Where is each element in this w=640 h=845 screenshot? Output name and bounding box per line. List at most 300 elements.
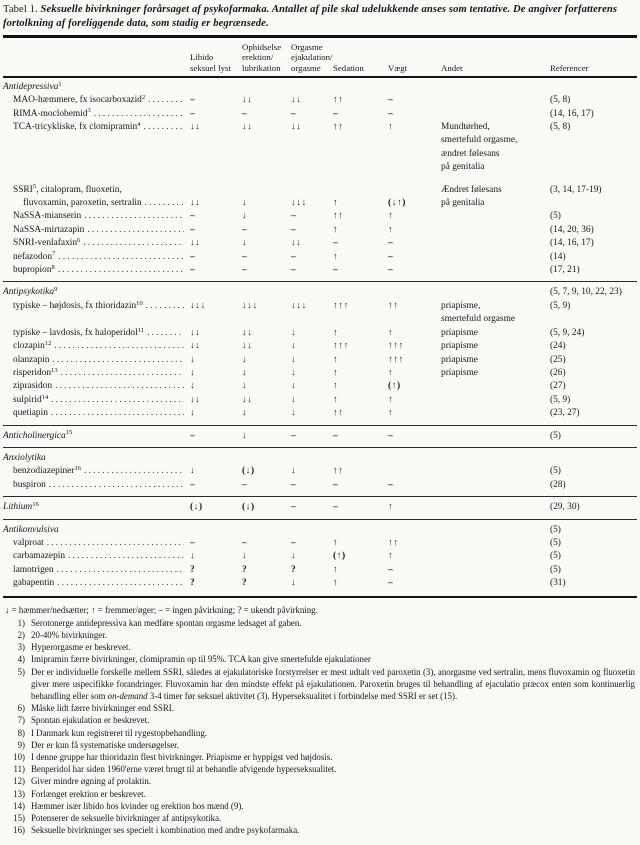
text-segment: 3-4 timer før seksuel aktivitet (3). Hyperseksualitet i forbindelse med SSRI er set (15).: [147, 691, 458, 702]
table-row: [3, 134, 637, 147]
cell-orgasm: –: [291, 251, 297, 262]
footnote-number: 5): [17, 666, 25, 677]
cell-orgasm: ↓↓: [291, 238, 302, 249]
footnote-item: [3, 617, 637, 629]
cell-arousal: ↓: [242, 430, 248, 441]
cell-libido: (↓): [190, 502, 203, 513]
dot-leader: [84, 210, 184, 223]
column-header-libido: [190, 52, 242, 72]
cell-other: priapisme,: [441, 300, 481, 311]
cell-weight: –: [388, 251, 394, 262]
drug-name: [3, 327, 190, 340]
text-segment: SSRI: [13, 184, 33, 195]
cell-arousal: ↓: [242, 211, 248, 222]
footnote-item: [3, 812, 637, 824]
text-segment: RIMA-moclobemid: [13, 108, 88, 119]
cell-sedation: –: [333, 479, 339, 490]
cell-weight: ↑: [388, 367, 394, 378]
cell-orgasm: ↓: [291, 341, 297, 352]
footnote-number: 4): [17, 654, 25, 665]
footnote-number: 13): [13, 788, 25, 799]
cell-arousal: ↓: [242, 198, 248, 209]
drug-name: [3, 550, 190, 563]
table-row: [3, 313, 637, 326]
column-header-line: Sedation: [333, 62, 364, 73]
cell-references: (25): [550, 354, 566, 365]
cell-references: (5, 8): [550, 95, 571, 106]
cell-orgasm: ↓: [291, 551, 297, 562]
drug-name: [3, 367, 190, 380]
column-header-references: [550, 63, 637, 73]
cell-orgasm: [291, 81, 333, 94]
cell-other: [441, 237, 550, 250]
text-segment: = fremmer/øger; – = ingen påvirkning; ? = ukendt påvirkning.: [95, 604, 318, 615]
cell-orgasm: [291, 452, 333, 465]
cell-arousal: [242, 81, 291, 94]
text-segment: Antipsykotika: [3, 287, 55, 298]
footnote-item: [3, 824, 637, 836]
footnote-text: [31, 763, 637, 775]
text-segment: ↑: [91, 604, 96, 615]
table-row: [3, 340, 637, 353]
table-row: [3, 407, 637, 420]
cell-sedation: ↑: [333, 367, 339, 378]
cell-sedation: –: [333, 430, 339, 441]
cell-references: (14, 16, 17): [550, 238, 594, 249]
cell-weight: [388, 286, 441, 299]
cell-libido: –: [190, 95, 196, 106]
cell-weight: [388, 524, 441, 537]
text-segment: MAO-hæmmere, fx isocarboxazid: [13, 95, 142, 106]
cell-libido: ↓↓: [190, 198, 201, 209]
cell-references: (27): [550, 381, 566, 392]
cell-references: (28): [550, 479, 566, 490]
superscript-footnote-marker: 2: [141, 94, 146, 102]
cell-sedation: ↑↑: [333, 211, 344, 222]
table-row: [3, 550, 637, 563]
cell-libido: [190, 524, 242, 537]
table-row: [3, 394, 637, 407]
text-segment: benzodiazepiner: [13, 466, 75, 477]
cell-sedation: ↑: [333, 224, 339, 235]
cell-orgasm: [291, 313, 333, 326]
cell-orgasm: ?: [291, 564, 297, 575]
footnote-text: [31, 629, 637, 641]
cell-other: [441, 577, 550, 590]
superscript-footnote-marker: 4: [137, 120, 141, 128]
cell-libido: ↓: [190, 381, 196, 392]
text-segment: typiske – højdosis, fx thioridazin: [13, 300, 137, 311]
column-header-orgasm: [291, 42, 333, 73]
footnote-item: [3, 775, 637, 787]
cell-arousal: [242, 286, 291, 299]
cell-other: [441, 210, 550, 223]
cell-libido: ↓: [190, 551, 196, 562]
text-segment: nefazodon: [13, 251, 53, 262]
cell-arousal: ?: [242, 578, 248, 589]
drug-name: [3, 501, 190, 514]
text-segment: Der er individuelle forskelle mellem SSRI, således at ejakulatoriske forstyrrelser er mest udtalt ved paroxetin (3), anorgasme ved sertralin, mens fluvoxamin og fluoxetin giver mere uspecifikke forandringer. Fluvoxamin har den mindste effekt på ejakulationen. Paroxetin bruges til behandling af ejaculatio præcox enten som kontinuerlig behandling eller som: [31, 666, 635, 702]
cell-other: [441, 251, 550, 264]
footnote-item: [3, 800, 637, 812]
cell-orgasm: –: [291, 479, 297, 490]
text-segment: gabapentin: [13, 578, 55, 589]
text-segment: Måske lidt færre bivirkninger end SSRI.: [31, 703, 174, 714]
drug-name: [3, 407, 190, 420]
text-segment: Lithium: [3, 502, 33, 513]
cell-other: [441, 264, 550, 277]
cell-references: (5): [550, 551, 561, 562]
cell-sedation: ↑: [333, 564, 339, 575]
dot-leader: [144, 121, 185, 134]
cell-arousal: ?: [242, 564, 248, 575]
cell-sedation: [333, 161, 388, 174]
section-row: [3, 496, 637, 514]
cell-weight: [388, 465, 441, 478]
cell-weight: ↑: [388, 327, 394, 338]
cell-libido: –: [190, 265, 196, 276]
cell-references: (29, 30): [550, 502, 580, 513]
cell-sedation: [333, 148, 388, 161]
text-segment: typiske – lavdosis, fx haloperidol: [13, 327, 138, 338]
section-row: [3, 81, 637, 94]
cell-references: (5, 9): [550, 300, 571, 311]
text-segment: Forlænget erektion er beskrevet.: [31, 788, 146, 799]
cell-references: (5, 9, 24): [550, 327, 585, 338]
cell-orgasm: ↓: [291, 408, 297, 419]
cell-arousal: [242, 134, 291, 147]
cell-libido: [190, 313, 242, 326]
cell-weight: ↑: [388, 551, 394, 562]
drug-name: [3, 577, 190, 590]
cell-other: [441, 286, 550, 299]
text-segment: Hyperorgasme er beskrevet.: [31, 642, 131, 653]
column-header-arousal: [242, 42, 291, 73]
footnote-item: [3, 714, 637, 726]
drug-name: [3, 134, 190, 147]
cell-libido: [190, 148, 242, 161]
cell-sedation: [333, 134, 388, 147]
cell-weight: [388, 81, 441, 94]
cell-sedation: ↑↑↑: [333, 300, 349, 311]
dot-leader: [58, 251, 184, 264]
table-header: [3, 35, 637, 78]
footnote-list: [3, 617, 637, 837]
superscript-footnote-marker: 16: [32, 500, 39, 508]
cell-other: priapisme: [441, 341, 478, 352]
dot-leader: [147, 327, 184, 340]
drug-name: [3, 537, 190, 550]
cell-sedation: [333, 184, 388, 197]
cell-orgasm: –: [291, 108, 297, 119]
cell-weight: ↑↑: [388, 300, 399, 311]
cell-arousal: ↓: [242, 367, 248, 378]
column-header-line: lubrikation: [242, 62, 281, 73]
table-row: [3, 161, 637, 174]
cell-other: [441, 550, 550, 563]
cell-other: [441, 452, 550, 465]
drug-name: [3, 264, 190, 277]
cell-weight: –: [388, 95, 394, 106]
text-segment: carbamazepin: [13, 551, 66, 562]
cell-weight: [388, 184, 441, 197]
text-segment: clozapin: [13, 341, 45, 352]
cell-sedation: ↑: [333, 394, 339, 405]
cell-sedation: ↑↑: [333, 408, 344, 419]
drug-name: [3, 94, 190, 107]
cell-references: [550, 148, 637, 161]
text-segment: fluvoxamin, paroxetin, sertralin: [23, 198, 142, 209]
footnote-number: 3): [17, 642, 25, 653]
cell-sedation: [333, 81, 388, 94]
cell-sedation: –: [333, 238, 339, 249]
cell-weight: –: [388, 564, 394, 575]
superscript-footnote-marker: 10: [136, 299, 143, 307]
table-row: [3, 210, 637, 223]
dot-leader: [49, 479, 184, 492]
text-segment: ziprasidon: [13, 381, 53, 392]
cell-libido: –: [190, 430, 196, 441]
cell-references: (5): [550, 564, 561, 575]
dot-leader: [51, 407, 184, 420]
cell-sedation: –: [333, 108, 339, 119]
footnote-number: 11): [13, 764, 25, 775]
drug-name: [3, 197, 190, 210]
cell-weight: ↑↑: [388, 537, 399, 548]
cell-arousal: (↓): [242, 502, 255, 513]
table-row: [3, 197, 637, 210]
footnote-text: [31, 641, 637, 653]
footnote-item: [3, 788, 637, 800]
text-segment: buspiron: [13, 479, 46, 490]
table-row: [3, 94, 637, 107]
cell-other: smertefuld orgasme: [441, 314, 516, 325]
cell-orgasm: –: [291, 502, 297, 513]
superscript-footnote-marker: 16: [74, 465, 82, 473]
cell-references: (5): [550, 537, 561, 548]
footnote-number: 14): [13, 800, 25, 811]
text-segment: Der er kun få systematiske undersøgelser.: [31, 739, 179, 750]
cell-orgasm: ↓: [291, 466, 297, 477]
cell-orgasm: ↓: [291, 354, 297, 365]
cell-libido: ↓: [190, 466, 196, 477]
cell-arousal: ↓↓: [242, 122, 253, 133]
superscript-footnote-marker: 5: [32, 183, 37, 191]
cell-libido: –: [190, 108, 196, 119]
table-row: [3, 108, 637, 121]
cell-sedation: ↑: [333, 251, 339, 262]
footnote-text: [31, 788, 637, 800]
cell-other: [441, 501, 550, 514]
drug-name: [3, 479, 190, 492]
cell-arousal: ↓: [242, 551, 248, 562]
text-segment: Antikonvulsiva: [3, 524, 59, 535]
cell-weight: –: [388, 265, 394, 276]
drug-name: [3, 81, 190, 94]
table-row: [3, 300, 637, 313]
footnote-number: 8): [17, 727, 25, 738]
column-header-line: ejakulation/: [291, 52, 333, 63]
table-row: [3, 264, 637, 277]
cell-libido: ?: [190, 564, 196, 575]
cell-weight: –: [388, 108, 394, 119]
column-header-weight: [388, 63, 441, 73]
text-segment: Anticholinergica: [3, 430, 66, 441]
cell-arousal: –: [242, 537, 248, 548]
cell-libido: [190, 134, 242, 147]
drug-name: [3, 524, 190, 537]
cell-other: [441, 108, 550, 121]
cell-libido: ↓↓: [190, 122, 201, 133]
footnote-text: [31, 714, 637, 726]
cell-arousal: ↓: [242, 354, 248, 365]
text-segment: 20-40% bivirkninger.: [31, 630, 107, 641]
cell-sedation: ↑: [333, 327, 339, 338]
cell-other: [441, 394, 550, 407]
text-segment: NaSSA-mirtazapin: [13, 224, 85, 235]
table-row: [3, 148, 637, 161]
cell-references: (26): [550, 367, 566, 378]
cell-arousal: ↓: [242, 408, 248, 419]
cell-orgasm: ↓: [291, 327, 297, 338]
superscript-footnote-marker: 1: [58, 80, 62, 88]
text-segment: SNRI-venlafaxin: [13, 238, 78, 249]
cell-other: på genitalia: [441, 198, 485, 209]
superscript-footnote-marker: 15: [65, 429, 73, 437]
cell-weight: –: [388, 479, 394, 490]
cell-weight: [388, 452, 441, 465]
cell-references: (14): [550, 251, 566, 262]
cell-orgasm: [291, 161, 333, 174]
drug-name: [3, 465, 190, 478]
cell-sedation: –: [333, 502, 339, 513]
cell-arousal: –: [242, 251, 248, 262]
cell-references: [550, 452, 637, 465]
table-row: [3, 479, 637, 492]
cell-orgasm: –: [291, 537, 297, 548]
cell-orgasm: ↓↓: [291, 122, 302, 133]
drug-name: [3, 121, 190, 134]
cell-other: [441, 465, 550, 478]
dot-leader: [148, 94, 184, 107]
cell-other: [441, 479, 550, 492]
cell-libido: –: [190, 537, 196, 548]
dot-leader: [61, 367, 184, 380]
footnote-text: [31, 702, 637, 714]
cell-arousal: ↓: [242, 381, 248, 392]
superscript-footnote-marker: 7: [52, 250, 56, 258]
drug-name: [3, 564, 190, 577]
cell-orgasm: [291, 184, 333, 197]
table-caption-label: Tabel 1.: [3, 4, 38, 15]
cell-sedation: ↑↑↑: [333, 341, 349, 352]
footnote-item: [3, 666, 637, 703]
cell-other: priapisme: [441, 367, 478, 378]
text-segment: lamotrigen: [13, 564, 54, 575]
footnote-number: 16): [13, 825, 25, 836]
text-segment: TCA-tricykliske, fx clomipramin: [13, 122, 138, 133]
cell-sedation: ↑: [333, 381, 339, 392]
drug-name: [3, 354, 190, 367]
cell-weight: –: [388, 238, 394, 249]
cell-sedation: ↑↑: [333, 95, 344, 106]
cell-sedation: [333, 313, 388, 326]
cell-orgasm: ↓: [291, 381, 297, 392]
cell-orgasm: ↓↓↓: [291, 198, 307, 209]
footnote-text: [31, 727, 637, 739]
text-segment: Seksuelle bivirkninger ses specielt i kombination med andre psykofarmaka.: [31, 825, 300, 836]
table-caption: [3, 3, 637, 30]
cell-other: smertefuld orgasme,: [441, 135, 518, 146]
footnote-text: [31, 775, 637, 787]
cell-orgasm: –: [291, 265, 297, 276]
drug-name: [3, 430, 190, 443]
text-segment: I denne gruppe har thioridazin flest bivirkninger. Priapisme er hyppigst ved højdosis.: [31, 752, 333, 763]
superscript-footnote-marker: 14: [41, 393, 49, 401]
cell-other: [441, 564, 550, 577]
drug-name: [3, 313, 190, 326]
dot-leader: [87, 224, 184, 237]
cell-libido: ↓: [190, 408, 196, 419]
footnote-number: 9): [17, 739, 25, 750]
cell-weight: [388, 148, 441, 161]
dot-leader: [58, 264, 184, 277]
text-segment: Imipramin færre bivirkninger, clomipramin op til 95%. TCA kan give smertefulde ejakulationer: [31, 654, 371, 665]
footnote-number: 2): [17, 630, 25, 641]
text-segment: quetiapin: [13, 408, 48, 419]
drug-name: [3, 224, 190, 237]
section-row: [3, 447, 637, 465]
cell-other: [441, 94, 550, 107]
cell-arousal: [242, 148, 291, 161]
dot-leader: [145, 197, 184, 210]
text-segment: olanzapin: [13, 354, 50, 365]
cell-libido: –: [190, 224, 196, 235]
cell-weight: ↑↑↑: [388, 341, 404, 352]
section-row: [3, 425, 637, 443]
cell-weight: (↑): [388, 381, 401, 392]
footnote-number: 7): [17, 715, 25, 726]
footnote-item: [3, 702, 637, 714]
dot-leader: [51, 394, 184, 407]
cell-other: [441, 81, 550, 94]
cell-arousal: ↓↓↓: [242, 300, 258, 311]
cell-arousal: ↓: [242, 238, 248, 249]
cell-orgasm: [291, 524, 333, 537]
footnote-number: 1): [17, 617, 25, 628]
cell-references: (5): [550, 211, 561, 222]
cell-sedation: ↑: [333, 198, 339, 209]
superscript-footnote-marker: 3: [87, 107, 91, 115]
table-row: [3, 121, 637, 134]
text-segment: sulpirid: [13, 394, 42, 405]
cell-orgasm: ↓: [291, 394, 297, 405]
cell-sedation: ↑↑: [333, 122, 344, 133]
cell-orgasm: –: [291, 430, 297, 441]
column-header-other: [441, 63, 550, 73]
superscript-footnote-marker: 6: [77, 237, 81, 245]
text-segment: valproat: [13, 537, 44, 548]
dot-leader: [146, 300, 184, 313]
table-row: [3, 224, 637, 237]
footnotes: [3, 604, 637, 837]
text-segment: , citalopram, fluoxetin,: [36, 184, 122, 195]
cell-sedation: (↑): [333, 551, 346, 562]
dot-leader: [83, 237, 184, 250]
text-segment: Serotonerge antidepressiva kan medføre spontan orgasme ledsaget af gaben.: [31, 617, 302, 628]
cell-references: [550, 313, 637, 326]
cell-libido: ?: [190, 578, 196, 589]
